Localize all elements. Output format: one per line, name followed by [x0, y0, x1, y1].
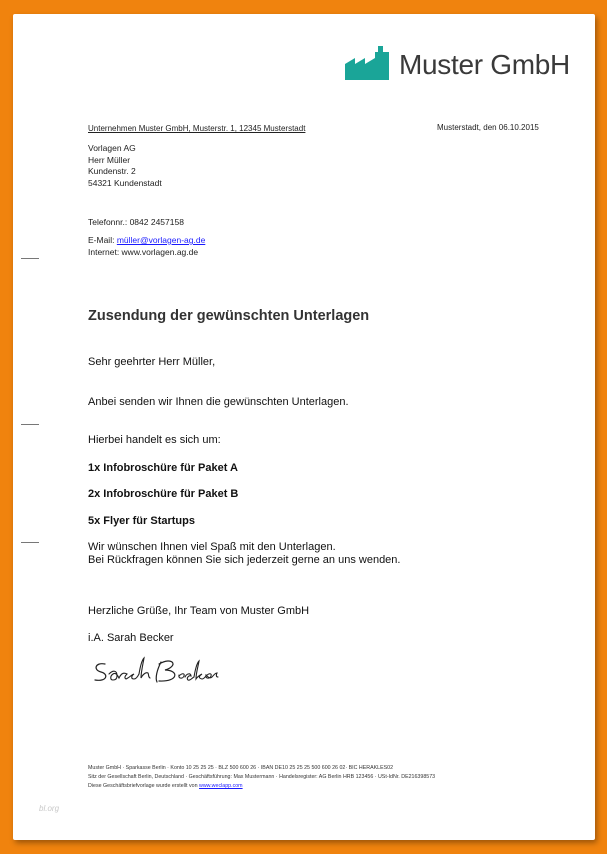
fold-mark	[21, 258, 39, 259]
list-intro: Hierbei handelt es sich um:	[88, 434, 221, 446]
recipient-city: 54321 Kundenstadt	[88, 177, 162, 188]
greeting: Herzliche Grüße, Ihr Team von Muster GmbH	[88, 605, 310, 617]
list-item: 1x Infobroschüre für Paket A	[88, 462, 238, 474]
recipient-address	[88, 143, 162, 189]
watermark: bl.org	[39, 804, 60, 813]
sender-address-line: Unternehmen Muster GmbH, Musterstr. 1, 12345 Musterstadt	[88, 124, 306, 133]
email-link[interactable]: müller@vorlagen-ag.de	[116, 235, 206, 245]
letter-footer	[88, 764, 435, 791]
letter-subject: Zusendung der gewünschten Unterlagen	[88, 308, 370, 324]
closing-line: Bei Rückfragen können Sie sich jederzeit gerne an uns wenden.	[88, 554, 401, 566]
signer-name: i.A. Sarah Becker	[88, 632, 174, 644]
company-logo	[345, 46, 570, 80]
closing-line: Wir wünschen Ihnen viel Spaß mit den Unterlagen.	[88, 541, 336, 553]
intro-paragraph: Anbei senden wir Ihnen die gewünschten Unterlagen.	[88, 396, 349, 408]
recipient-name: Herr Müller	[88, 154, 131, 165]
footer-credit-link[interactable]: www.weclapp.com	[199, 783, 243, 789]
recipient-street: Kundenstr. 2	[88, 166, 136, 176]
footer-company-line: Sitz der Gesellschaft Berlin, Deutschland · Geschäftsführung: Max Mustermann · Handelsregister: AG Berlin HRB 123456 · USt-IdNr. DE216398573	[88, 774, 436, 780]
handwritten-signature	[91, 654, 241, 688]
closing-paragraph	[88, 541, 400, 567]
footer-credit-line: Diese Geschäftsbriefvorlage wurde erstellt von www.weclapp.com	[88, 783, 243, 789]
email-label: E-Mail:	[88, 235, 115, 245]
footer-bank-line: Muster GmbH · Sparkasse Berlin · Konto 10 25 25 25 · BLZ 500 600 26 · IBAN DE10 25 25 25 500 600 26 02· BIC HERAKLES02	[88, 765, 394, 771]
letter-date: Musterstadt, den 06.10.2015	[437, 123, 539, 132]
salutation: Sehr geehrter Herr Müller,	[88, 356, 216, 368]
letter-page	[13, 14, 595, 840]
recipient-phone: Telefonnr.: 0842 2457158	[88, 217, 184, 227]
list-item: 5x Flyer für Startups	[88, 515, 195, 527]
punch-mark	[21, 424, 39, 425]
recipient-company: Vorlagen AG	[88, 143, 136, 153]
recipient-contact	[88, 235, 205, 258]
fold-mark	[21, 542, 39, 543]
list-item: 2x Infobroschüre für Paket B	[88, 488, 239, 500]
internet-line: Internet: www.vorlagen.ag.de	[88, 246, 199, 257]
company-name: Muster GmbH	[399, 49, 570, 80]
factory-icon	[345, 46, 389, 80]
